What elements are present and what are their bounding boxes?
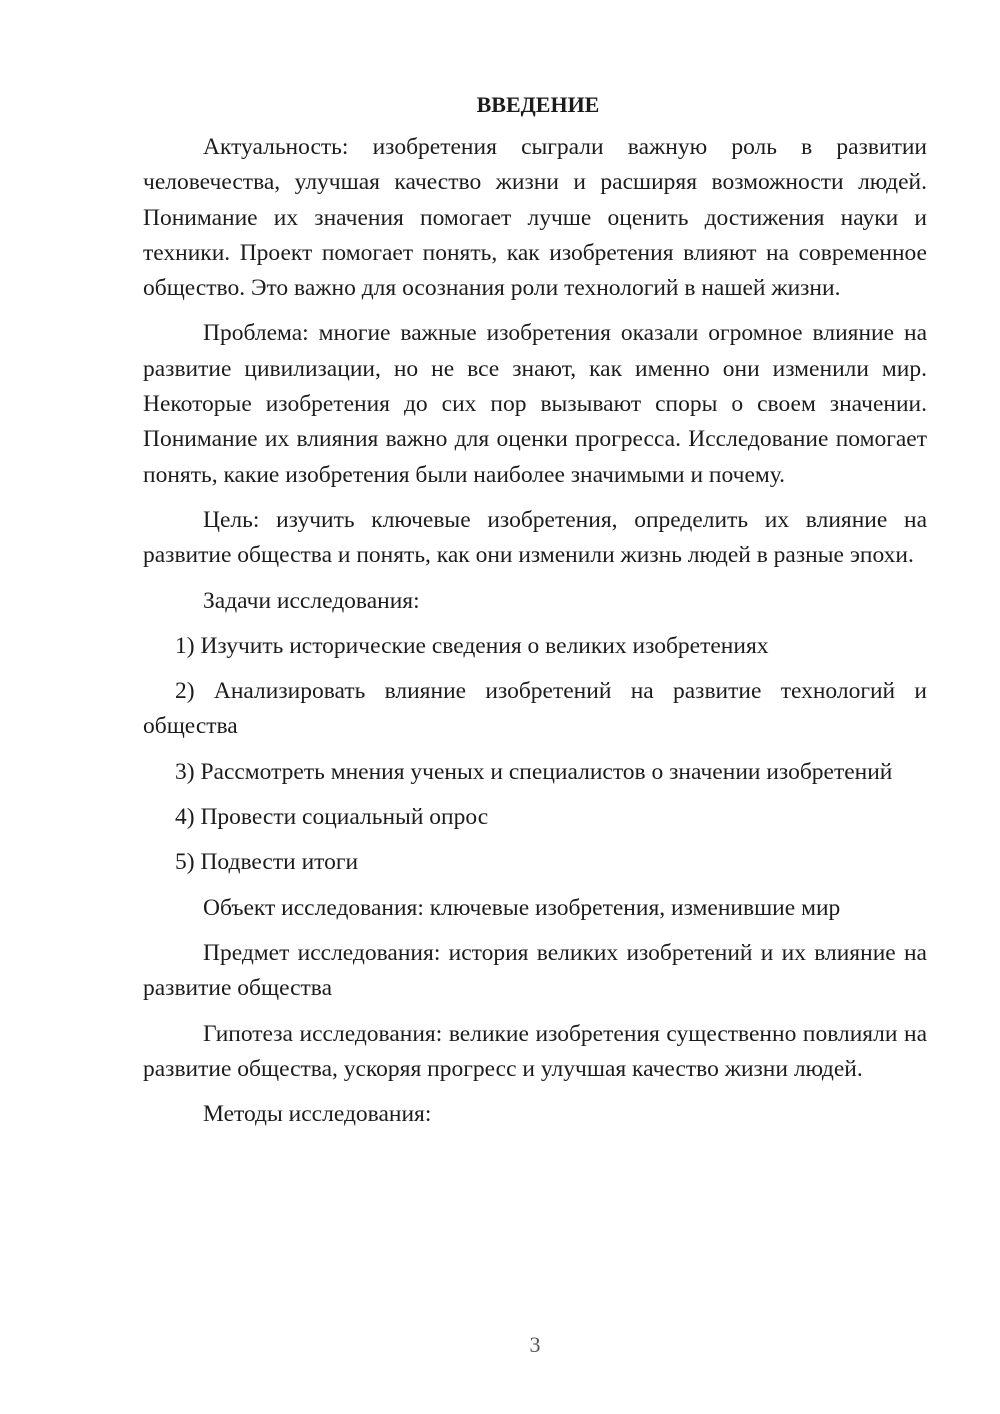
task-item-1: 1) Изучить исторические сведения о великих изобретениях <box>175 632 769 659</box>
task-item-4: 4) Провести социальный опрос <box>175 804 489 831</box>
task-item-3: 3) Рассмотреть мнения ученых и специалистов о значении изобретений <box>175 758 893 785</box>
task-item-5: 5) Подвести итоги <box>175 849 359 876</box>
task-item-2: 2) Анализировать влияние изобретений на развитие технологий и общества <box>143 678 927 740</box>
methods-heading: Методы исследования: <box>203 1101 432 1128</box>
page-number: 3 <box>529 1332 541 1357</box>
page-title: ВВЕДЕНИЕ <box>476 92 600 117</box>
relevance-paragraph: Актуальность: изобретения сыграли важную роль в развитии человечества, улучшая качество жизни и расширяя возможности людей. Понимание их значения помогает лучше оценить достижения науки и техники. Проект помогает понять, как изобретения влияют на современное общество. Это важно для осознания роли технологий в нашей жизни. <box>143 134 927 302</box>
problem-paragraph: Проблема: многие важные изобретения оказали огромное влияние на развитие цивилизации, но не все знают, как именно они изменили мир. Некоторые изобретения до сих пор вызывают споры о своем значении. Понимание их влияния важно для оценки прогресса. Исследование помогает понять, какие изобретения были наиболее значимыми и почему. <box>143 320 927 488</box>
research-subject: Предмет исследования: история великих изобретений и их влияние на развитие общества <box>143 939 927 1002</box>
research-hypothesis: Гипотеза исследования: великие изобретения существенно повлияли на развитие общества, ускоряя прогресс и улучшая качество жизни людей. <box>143 1020 927 1082</box>
research-object: Объект исследования: ключевые изобретения, изменившие мир <box>203 894 841 921</box>
tasks-heading: Задачи исследования: <box>203 587 420 614</box>
goal-paragraph: Цель: изучить ключевые изобретения, определить их влияние на развитие общества и понять, как они изменили жизнь людей в разные эпохи. <box>143 506 927 569</box>
